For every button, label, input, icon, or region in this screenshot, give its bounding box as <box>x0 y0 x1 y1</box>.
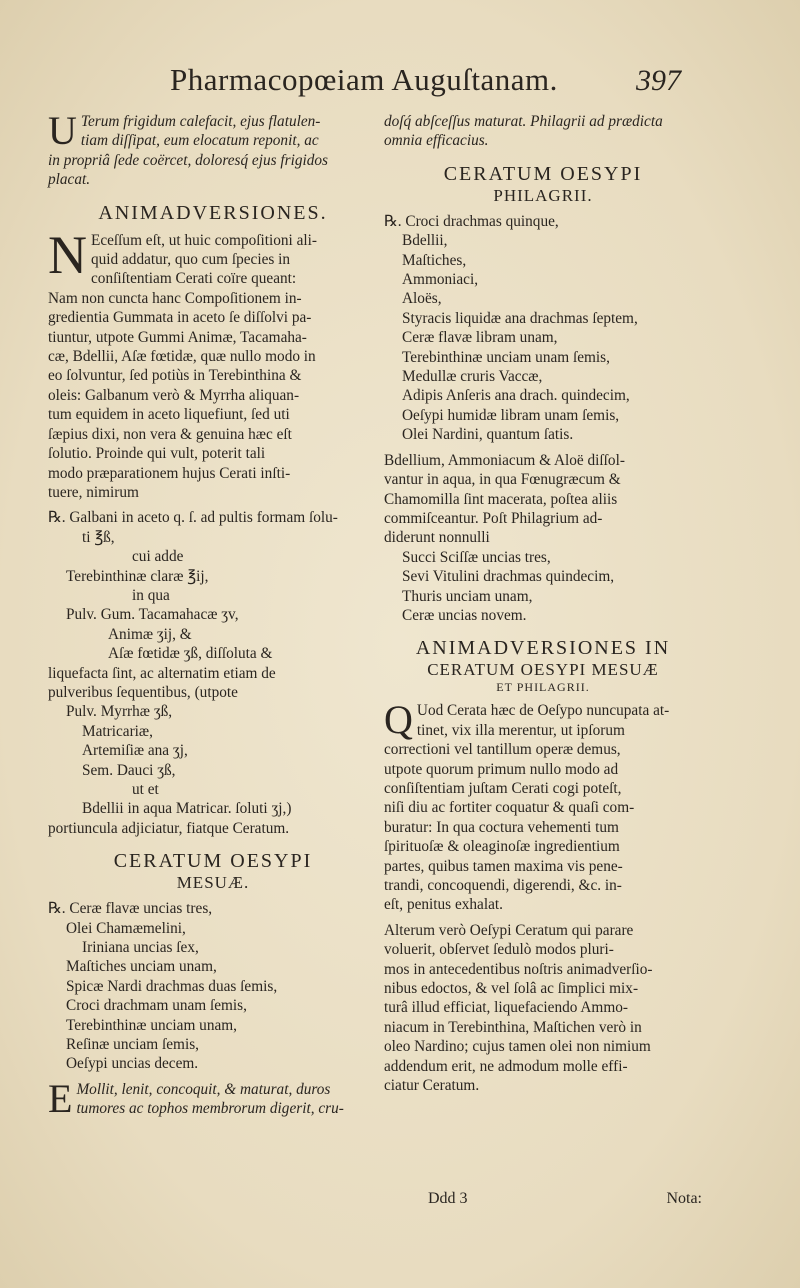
recipe-line: Oeſypi uncias decem. <box>66 1055 199 1073</box>
text-line: tiuntur, utpote Gummi Animæ, Tacamaha- <box>48 328 307 346</box>
recipe-galbanum <box>48 508 378 838</box>
text-line: partes, quibus tamen maxima vis pene- <box>384 857 623 875</box>
recipe-line: Croci drachmam unam ſemis, <box>66 997 247 1015</box>
text-line: Uod Cerata hæc de Oeſypo nuncupata at- <box>416 702 670 720</box>
recipe-line: Olei Nardini, quantum ſatis. <box>402 426 574 444</box>
text-line: turâ illud efficiat, liquefaciendo Ammo- <box>384 999 628 1017</box>
recipe-line: Pulv. Gum. Tacamahacæ ʒv, <box>66 606 239 624</box>
text-line: omnia efficacius. <box>384 132 489 150</box>
recipe-line: Sem. Dauci ʒß, <box>82 761 176 779</box>
signature-mark: Ddd 3 <box>428 1190 468 1207</box>
drop-cap: N <box>48 224 87 285</box>
left-column <box>48 108 378 1121</box>
recipe-ceratum-philagrii <box>384 212 702 445</box>
page-header <box>0 62 800 112</box>
text-line: tum equidem in aceto liquefiunt, ſed uti <box>48 406 290 424</box>
text-line: Alterum verò Oeſypi Ceratum qui parare <box>384 921 634 939</box>
recipe-line: Thuris unciam unam, <box>402 587 533 605</box>
right-column <box>384 112 702 1095</box>
recipe-line: Oeſypi humidæ libram unam ſemis, <box>402 406 620 424</box>
recipe-line: cui adde <box>132 548 184 566</box>
recipe-line: Bdellii, <box>402 232 448 250</box>
recipe-line: ℞. Croci drachmas quinque, <box>384 212 559 230</box>
text-line: quid addatur, quo cum ſpecies in <box>91 251 291 269</box>
recipe-line: Aſæ fœtidæ ʒß, diſſoluta & <box>108 645 273 663</box>
recipe-line: Aloës, <box>402 290 442 308</box>
recipe-line: Olei Chamæmelini, <box>66 919 186 937</box>
text-line: ſolutio. Proinde qui vult, poterit tali <box>48 445 266 463</box>
text-line: Eceſſum eſt, ut huic compoſitioni ali- <box>91 231 318 249</box>
text-line: niacum in Terebinthina, Maſtichen verò in <box>384 1018 642 1036</box>
alterum-paragraph <box>384 921 702 1096</box>
text-line: eo ſolvuntur, ſed potiùs in Terebinthina & <box>48 367 302 385</box>
section-subheading: PHILAGRII. <box>493 185 593 205</box>
section-subheading: MESUÆ. <box>176 873 250 893</box>
text-line: niſi diu ac fortiter coquatur & quaſi com- <box>384 799 635 817</box>
recipe-line: Bdellii in aqua Matricar. ſoluti ʒj,) <box>82 800 292 818</box>
recipe-line: Terebinthinæ unciam unam ſemis, <box>402 348 610 366</box>
recipe-line: pulveribus ſequentibus, (utpote <box>48 683 238 701</box>
text-line: modo præparationem hujus Cerati inſti- <box>48 464 291 482</box>
recipe-line: Ceræ flavæ libram unam, <box>402 329 558 347</box>
drop-cap: U <box>48 108 77 153</box>
section-heading: ANIMADVERSIONES IN <box>415 637 671 660</box>
text-line: conſiſtentiam Cerati coïre queant: <box>91 270 297 288</box>
text-line: Mollit, lenit, concoquit, & maturat, duros <box>76 1080 331 1098</box>
recipe-line: ℞. Galbani in aceto q. ſ. ad pultis formam ſolu- <box>48 509 338 527</box>
recipe-line: ti ℥ß, <box>82 528 115 546</box>
recipe-line: Matricariæ, <box>82 722 153 740</box>
text-line: eſt, penitus exhalat. <box>384 896 503 914</box>
section-heading: ANIMADVERSIONES. <box>98 201 328 224</box>
recipe-line: Adipis Anſeris ana drach. quindecim, <box>402 387 630 405</box>
animadversiones-paragraph <box>48 224 378 503</box>
recipe-line: Reſinæ unciam ſemis, <box>66 1036 199 1054</box>
text-line: Nam non cuncta hanc Compoſitionem in- <box>48 289 302 307</box>
recipe-line: Terebinthinæ unciam unam, <box>66 1016 237 1034</box>
catchword: Nota: <box>666 1190 702 1207</box>
recipe-line: Succi Sciſſæ uncias tres, <box>402 548 551 566</box>
text-line: mos in antecedentibus noſtris animadverſio- <box>384 960 653 978</box>
text-line: gredientia Gummata in aceto ſe diſſolvi pa- <box>48 309 312 327</box>
outro-paragraph <box>48 1075 378 1121</box>
text-line: cæ, Bdellii, Aſæ fœtidæ, quæ nullo modo in <box>48 348 316 366</box>
text-line: trandi, concoquendi, digerendi, &c. in- <box>384 877 622 894</box>
text-line: vantur in aqua, in qua Fœnugræcum & <box>384 471 621 489</box>
text-line: Terum frigidum calefacit, ejus flatulen- <box>80 113 321 130</box>
recipe-line: Spicæ Nardi drachmas duas ſemis, <box>66 977 278 995</box>
text-line: tiam diſſipat, eum elocatum reponit, ac <box>80 132 319 150</box>
text-line: conſiſtentiam juſtam Cerati cogi poteſt, <box>384 779 622 797</box>
text-line: ſæpius dixi, non vera & genuina hæc eſt <box>48 425 292 443</box>
text-line: tuere, nimirum <box>48 483 139 501</box>
quod-paragraph <box>384 697 702 914</box>
recipe-line: ut et <box>132 781 159 798</box>
text-line: correctioni vel tantillum operæ demus, <box>384 741 621 759</box>
recipe-line: Terebinthinæ claræ ℥ij, <box>66 567 209 585</box>
recipe-line: Ceræ uncias novem. <box>402 606 527 624</box>
recipe-line: Artemiſiæ ana ʒj, <box>82 742 188 760</box>
section-subheading: CERATUM OESYPI MESUÆ <box>427 660 659 680</box>
running-title: Pharmacopœiam Auguſtanam. <box>170 62 558 97</box>
text-line: oleo Nardino; cujus tamen olei non nimium <box>384 1038 651 1056</box>
recipe-line: Styracis liquidæ ana drachmas ſeptem, <box>402 309 638 327</box>
text-line: buratur: In qua coctura vehementi tum <box>384 818 619 836</box>
text-line: oleis: Galbanum verò & Myrrha aliquan- <box>48 386 300 404</box>
page-footer <box>384 1190 702 1214</box>
text-line: ſpirituoſæ & oleaginoſæ ingredientium <box>384 838 620 856</box>
recipe-ceratum-mesue <box>48 899 378 1074</box>
recipe-line: Medullæ cruris Vaccæ, <box>402 368 543 386</box>
text-line: diderunt nonnulli <box>384 529 490 547</box>
preparation-paragraph <box>384 451 702 548</box>
text-line: Chamomilla ſint macerata, poſtea aliis <box>384 490 618 508</box>
text-line: ciatur Ceratum. <box>384 1077 480 1095</box>
section-heading: CERATUM OESYPI <box>113 850 313 873</box>
recipe-line: Sevi Vitulini drachmas quindecim, <box>402 568 615 586</box>
text-line: Bdellium, Ammoniacum & Aloë diſſol- <box>384 451 625 469</box>
recipe-line: Ammoniaci, <box>402 271 479 289</box>
drop-cap: E <box>48 1075 73 1121</box>
recipe-line: in qua <box>132 586 170 604</box>
text-line: placat. <box>48 171 91 189</box>
recipe-line: Maſtiches, <box>402 251 467 269</box>
section-subheading: ET PHILAGRII. <box>496 680 590 695</box>
recipe-line: liquefacta ſint, ac alternatim etiam de <box>48 664 276 682</box>
recipe-line: Iriniana uncias ſex, <box>82 939 199 957</box>
recipe-additions <box>384 548 702 626</box>
recipe-line: portiuncula adjiciatur, fiatque Ceratum. <box>48 819 290 837</box>
text-line: tinet, vix illa merentur, ut ipſorum <box>416 721 625 739</box>
recipe-line: Animæ ʒij, & <box>108 625 192 643</box>
recipe-line: Pulv. Myrrhæ ʒß, <box>66 703 173 721</box>
text-line: in propriâ ſede coërcet, doloresq́ ejus frigidos <box>48 151 328 169</box>
text-line: utpote quorum primum nullo modo ad <box>384 760 619 778</box>
text-line: tumores ac tophos membrorum digerit, cru- <box>76 1100 344 1118</box>
intro-paragraph <box>48 108 378 190</box>
text-line: doſq́ abſceſſus maturat. Philagrii ad prædicta <box>384 113 663 130</box>
recipe-line: Maſtiches unciam unam, <box>66 958 217 976</box>
drop-cap: Q <box>384 697 413 743</box>
text-line: addendum erit, ne admodum molle effi- <box>384 1057 628 1075</box>
continuation-paragraph <box>384 112 702 151</box>
text-line: nibus edoctos, & vel ſolâ ac ſimplici mix- <box>384 980 639 998</box>
text-line: voluerit, obſervet ſedulò modos pluri- <box>384 941 614 959</box>
recipe-line: ℞. Ceræ flavæ uncias tres, <box>48 900 213 918</box>
page-number: 397 <box>636 64 681 97</box>
text-line: commiſceantur. Poſt Philagrium ad- <box>384 509 603 527</box>
section-heading: CERATUM OESYPI <box>443 162 643 185</box>
